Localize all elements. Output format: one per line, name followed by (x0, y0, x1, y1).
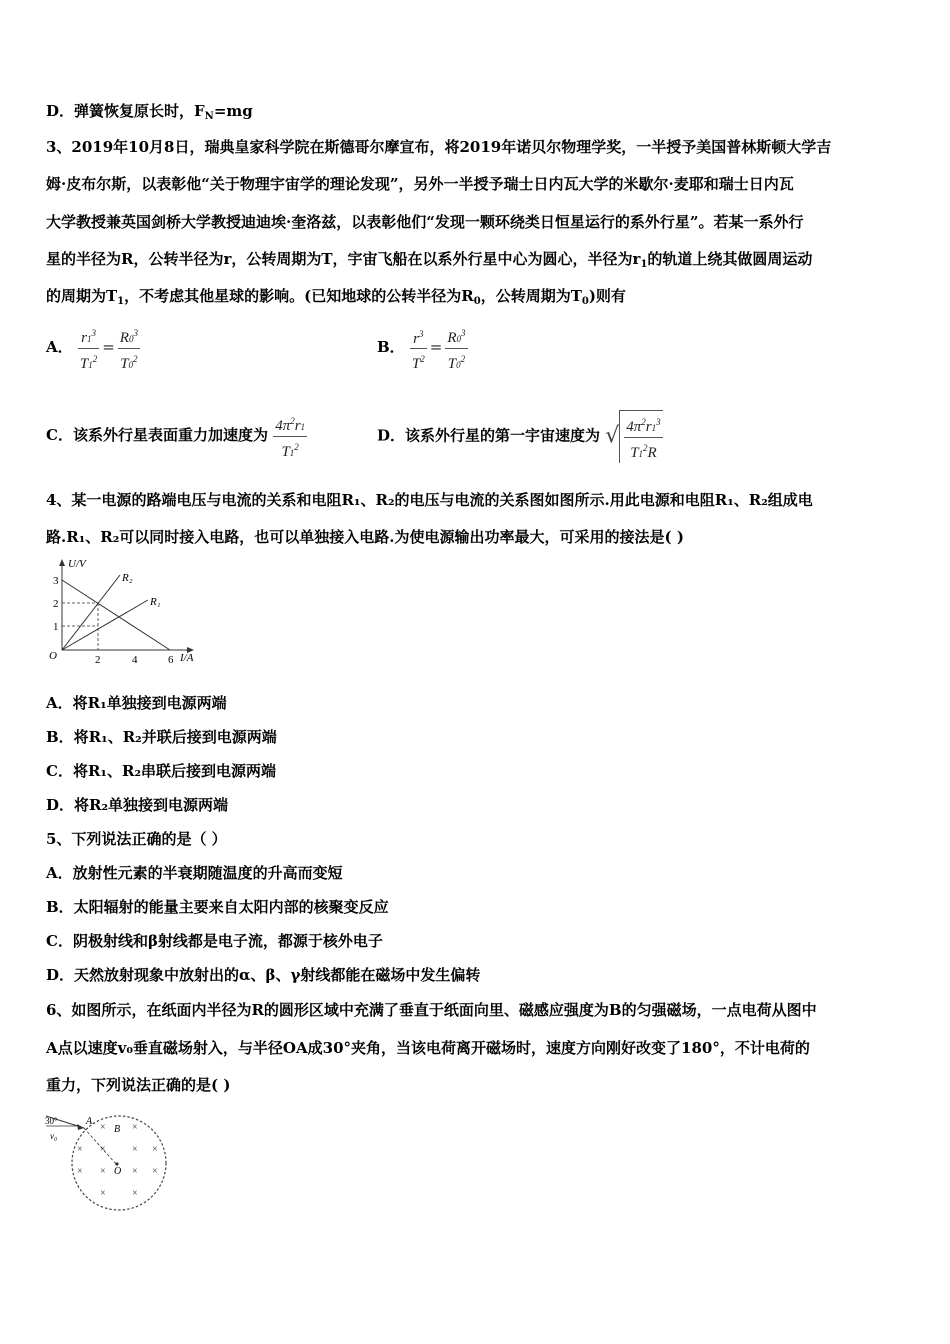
q3-text-line-3: 大学教授兼英国剑桥大学教授迪迪埃·奎洛兹，以表彰他们“发现一颗环绕类日恒星运行的系外行星”。若某一系外行 (46, 213, 804, 231)
cross: × (132, 1122, 138, 1133)
formula-a-left: $\frac{r1^3}{T1^2}$ (78, 323, 99, 374)
center-dot (115, 1162, 118, 1165)
q6-text-line-3: 重力，下列说法正确的是( ) (46, 1076, 231, 1094)
q5-option-c: C．阴极射线和β射线都是电子流，都源于核外电子 (46, 932, 383, 950)
center-o-label: O (114, 1166, 122, 1177)
q4-option-a: A．将R₁单独接到电源两端 (46, 694, 227, 712)
q5-option-a: A．放射性元素的半衰期随温度的升高而变短 (46, 864, 343, 882)
cross: × (152, 1166, 158, 1177)
y-tick-1: 1 (53, 621, 59, 633)
point-a-label: A (86, 1116, 93, 1127)
formula-b-right: $\frac{R0^3}{T0^2}$ (445, 323, 467, 374)
r1-label: R₁ (150, 596, 161, 608)
x-tick-6: 6 (168, 654, 174, 666)
cross: × (100, 1122, 106, 1133)
x-axis-label: I/A (180, 652, 194, 664)
q4-text-line-2: 路.R₁、R₂可以同时接入电路，也可以单独接入电路.为使电源输出功率最大，可采用的接法是( ) (46, 528, 684, 546)
y-axis-label: U/V (68, 558, 86, 570)
q3-option-c: C．该系外行星表面重力加速度为 $\frac{4\pi^2r1}{T1^2}$ (46, 410, 307, 462)
q5-option-d: D．天然放射现象中放射出的α、β、γ射线都能在磁场中发生偏转 (46, 966, 481, 984)
y-axis-arrow (59, 559, 65, 566)
x-tick-2: 2 (95, 654, 101, 666)
cross: × (132, 1166, 138, 1177)
origin-label: O (49, 650, 57, 662)
q3-text-line-4: 星的半径为R，公转半径为r，公转周期为T，宇宙飞船在以系外行星中心为圆心，半径为$r_1$的轨道上绕其做圆周运动 (46, 250, 813, 270)
b-label: B (114, 1124, 121, 1135)
y-tick-3: 3 (53, 575, 59, 587)
formula-c: $\frac{4\pi^2r1}{T1^2}$ (273, 411, 307, 462)
cross: × (132, 1144, 138, 1155)
q4-option-b: B．将R₁、R₂并联后接到电源两端 (46, 728, 277, 746)
q3-text-line-1: 3、2019年10月8日，瑞典皇家科学院在斯德哥尔摩宣布，将2019年诺贝尔物理学奖，一半授予美国普林斯顿大学吉 (46, 138, 832, 156)
q3-option-d: D．该系外行星的第一宇宙速度为 √ $\frac{4\pi^2r1^3}{T1^2R}$ (377, 410, 663, 463)
q3-text-line-2: 姆·皮布尔斯，以表彰他“关于物理宇宙学的理论发现”，另外一半授予瑞士日内瓦大学的米歇尔·麦耶和瑞士日内瓦 (46, 175, 794, 193)
r2-label: R₂ (122, 572, 133, 584)
q4-option-c: C．将R₁、R₂串联后接到电源两端 (46, 762, 277, 780)
q6-text-line-1: 6、如图所示，在纸面内半径为R的圆形区域中充满了垂直于纸面向里、磁感应强度为B的匀强磁场，一点电荷从图中 (46, 1001, 817, 1019)
magnetic-field-figure (44, 1108, 174, 1208)
ui-graph (40, 555, 200, 670)
q6-text-line-2: A点以速度v₀垂直磁场射入，与半径OA成30°夹角，当该电荷离开磁场时，速度方向刚好改变了180°，不计电荷的 (46, 1039, 810, 1057)
x-tick-4: 4 (132, 654, 138, 666)
q4-text-line-1: 4、某一电源的路端电压与电流的关系和电阻R₁、R₂的电压与电流的关系图如图所示.用此电源和电阻R₁、R₂组成电 (46, 491, 813, 509)
source-line (62, 580, 170, 650)
v0-label: v₀ (50, 1131, 58, 1141)
cross: × (77, 1166, 83, 1177)
q4-option-d: D．将R₂单独接到电源两端 (46, 796, 229, 814)
q3-option-b: B． $\frac{r^3}{T^2}$ = $\frac{R0^3}{T0^2}$ (377, 322, 468, 374)
q5-option-b: B．太阳辐射的能量主要来自太阳内部的核聚变反应 (46, 898, 389, 916)
q3-option-a: A． $\frac{r1^3}{T1^2}$ = $\frac{R0^3}{T0^2}$ (46, 322, 140, 374)
cross: × (132, 1188, 138, 1199)
cross: × (152, 1144, 158, 1155)
q2-option-d: D．弹簧恢复原长时，$F_N=mg$ (46, 102, 253, 122)
formula-d: $\frac{4\pi^2r1^3}{T1^2R}$ (619, 410, 662, 463)
formula-a-right: $\frac{R0^3}{T0^2}$ (118, 323, 140, 374)
angle-label: 30° (45, 1116, 58, 1126)
cross: × (100, 1166, 106, 1177)
cross: × (100, 1144, 106, 1155)
q5-stem: 5、下列说法正确的是（ ） (46, 830, 227, 848)
cross: × (77, 1144, 83, 1155)
cross: × (100, 1188, 106, 1199)
formula-b-left: $\frac{r^3}{T^2}$ (410, 324, 427, 373)
y-tick-2: 2 (53, 598, 59, 610)
velocity-arrowhead (77, 1124, 84, 1130)
q3-text-line-5: 的周期为$T_1$，不考虑其他星球的影响。(已知地球的公转半径为$R_0$，公转周期为$T_0$)则有 (46, 287, 626, 307)
